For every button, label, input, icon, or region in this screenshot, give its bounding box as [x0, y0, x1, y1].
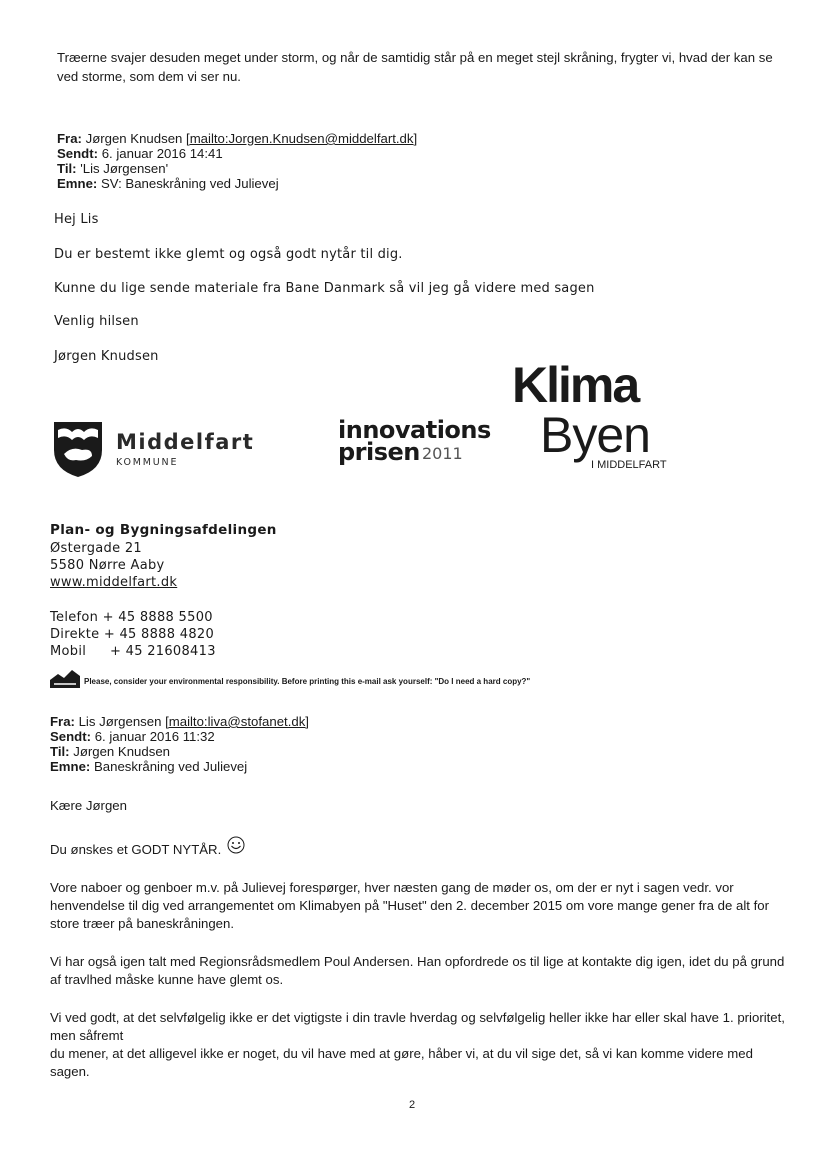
- email2-greeting: Kære Jørgen: [50, 798, 127, 813]
- sent-value: 6. januar 2016 14:41: [101, 146, 223, 161]
- eco-note: Please, consider your environmental responsibility. Before printing this e-mail ask yourself: "Do I need a hard copy?": [84, 677, 531, 686]
- innovationsprisen-logo-line1: innovations: [338, 416, 491, 444]
- mobile-number: + 45 21608413: [110, 644, 216, 659]
- klimabyen-logo-line2: Byen: [540, 407, 650, 463]
- subject-value: Baneskråning ved Julievej: [93, 759, 248, 774]
- page-number: 2: [409, 1099, 416, 1111]
- direct-number: Direkte + 45 8888 4820: [50, 627, 215, 642]
- from-value: Jørgen Knudsen: [85, 131, 187, 146]
- subject-label: Emne:: [50, 759, 91, 774]
- from-value: Lis Jørgensen: [78, 714, 166, 729]
- email2-newyear: Du ønskes et GODT NYTÅR.: [50, 842, 222, 857]
- klimabyen-logo-sub: I MIDDELFART: [591, 459, 667, 471]
- from-mailto-link[interactable]: [mailto:liva@stofanet.dk]: [165, 714, 309, 729]
- from-label: Fra:: [50, 714, 75, 729]
- eco-printer-icon: [48, 668, 82, 690]
- sent-label: Sendt:: [50, 729, 92, 744]
- department-name: Plan- og Bygningsafdelingen: [50, 522, 277, 538]
- sent-value: 6. januar 2016 11:32: [94, 729, 215, 744]
- city-address: 5580 Nørre Aaby: [50, 558, 165, 573]
- website-link[interactable]: www.middelfart.dk: [50, 575, 178, 590]
- mobile-label: Mobil: [50, 644, 87, 659]
- email2-paragraph-3b: du mener, at det alligevel ikke er noget, du vil have med at gøre, håber vi, at du vil sige det, så vi kan komme videre med sagen.: [50, 1046, 753, 1079]
- email2-header: [50, 714, 309, 774]
- middelfart-crest-icon: [52, 420, 104, 478]
- middelfart-logo-sub: KOMMUNE: [116, 457, 179, 468]
- street-address: Østergade 21: [50, 541, 142, 556]
- from-label: Fra:: [57, 131, 82, 146]
- subject-label: Emne:: [57, 176, 98, 191]
- subject-value: SV: Baneskråning ved Julievej: [100, 176, 279, 191]
- email1-header: [57, 131, 417, 191]
- from-mailto-link[interactable]: [mailto:Jorgen.Knudsen@middelfart.dk]: [186, 131, 418, 146]
- innovationsprisen-logo-line2: prisen: [338, 438, 420, 466]
- middelfart-logo-name: Middelfart: [116, 430, 255, 454]
- email1-line1: Du er bestemt ikke glemt og også godt nytår til dig.: [54, 247, 403, 262]
- sent-label: Sendt:: [57, 146, 99, 161]
- intro-paragraph: Træerne svajer desuden meget under storm, og når de samtidig står på en meget stejl skråning, frygter vi, hvad der kan se ved storme, som dem vi ser nu.: [57, 50, 773, 84]
- email2-paragraph-2: Vi har også igen talt med Regionsrådsmedlem Poul Andersen. Han opfordrede os til lige at kontakte dig igen, idet du på grund af travlhed måske kunne have glemt os.: [50, 954, 785, 987]
- to-value: 'Lis Jørgensen': [80, 161, 169, 176]
- email1-signature-name: Jørgen Knudsen: [54, 349, 159, 364]
- phone-number: Telefon + 45 8888 5500: [50, 610, 213, 625]
- innovationsprisen-year: 2011: [422, 444, 463, 463]
- email2-paragraph-3a: Vi ved godt, at det selvfølgelig ikke er det vigtigste i din travle hverdag og selvfølgelig heller ikke har eller skal have 1. prioritet, men såfremt: [50, 1010, 785, 1043]
- smiley-icon: [226, 835, 246, 855]
- email1-line2: Kunne du lige sende materiale fra Bane Danmark så vil jeg gå videre med sagen: [54, 281, 595, 296]
- to-label: Til:: [57, 161, 77, 176]
- klimabyen-logo-line1: Klima: [512, 357, 639, 413]
- to-label: Til:: [50, 744, 70, 759]
- to-value: Jørgen Knudsen: [73, 744, 170, 759]
- email1-closing: Venlig hilsen: [54, 314, 139, 329]
- email2-paragraph-1: Vore naboer og genboer m.v. på Julievej forespørger, hver næsten gang de møder os, om der er nyt i sagen vedr. vor henvendelse til dig ved arrangementet om Klimabyen på "Huset" den 2. december 2015 om vore mange gener fra de alt for store træer på baneskråningen.: [50, 880, 769, 931]
- email1-greeting: Hej Lis: [54, 212, 99, 227]
